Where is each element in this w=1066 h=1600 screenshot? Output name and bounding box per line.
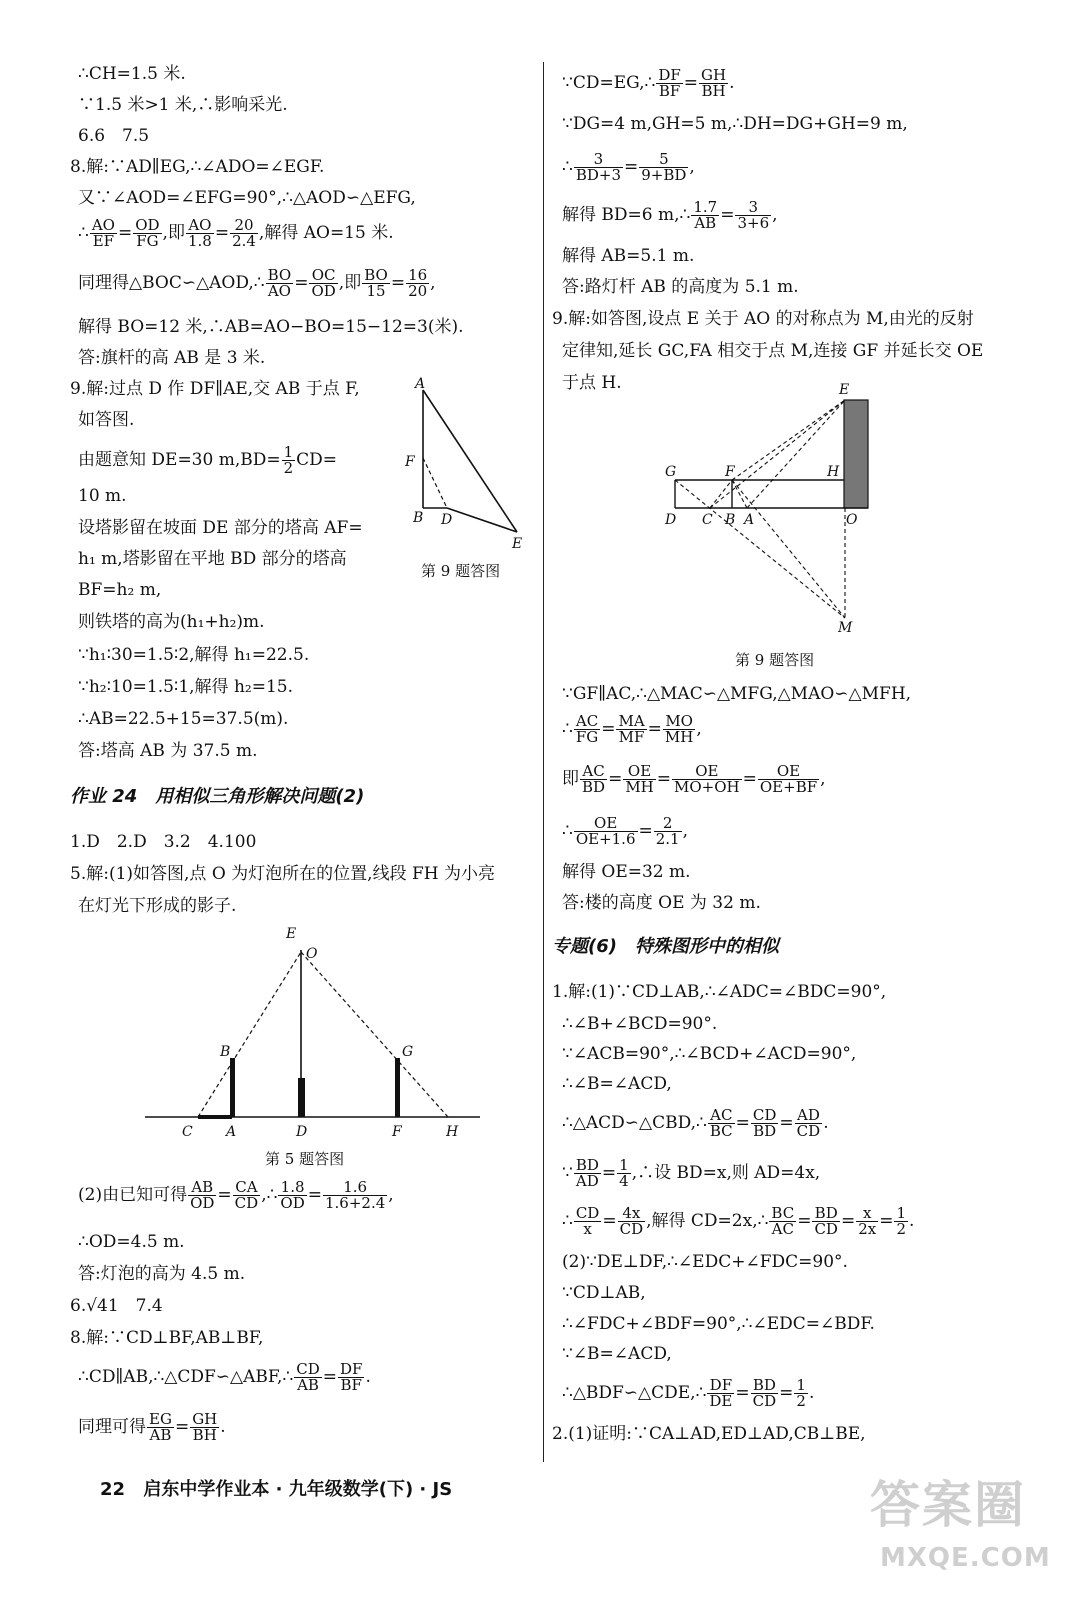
page-footer xyxy=(100,1475,452,1501)
fraction: $\frac{1.6}{1.6+2.4}$ xyxy=(325,1178,386,1212)
label-G: G xyxy=(402,1044,414,1060)
text-line: (2)∵DE⊥DF,∴∠EDC+∠FDC=90°. xyxy=(562,1252,848,1272)
reflection-diagram xyxy=(655,380,885,675)
text-line: 解得 BO=12 米,∴AB=AO−BO=15−12=3(米). xyxy=(78,317,464,337)
lamp-diagram xyxy=(140,920,490,1170)
text-line: ∵h₂∶10=1.5∶1,解得 h₂=15. xyxy=(78,677,294,697)
text-line: 解得 OE=32 m. xyxy=(562,862,691,882)
text-line: 又∵∠AOD=∠EFG=90°,∴△AOD∽△EFG, xyxy=(78,188,416,208)
equation-line: ∵ $\frac{BD}{AD}$ = $\frac{1}{4}$ ,∴设 BD=x,则 AD=4x, xyxy=(562,1156,821,1190)
text-line: 解得 AB=5.1 m. xyxy=(562,246,695,266)
text-line: 6.√41 7.4 xyxy=(70,1296,163,1316)
label-O: O xyxy=(306,946,318,962)
equation-line: 解得 BD=6 m,∴ $\frac{1.7}{AB}$ = $\frac{3}{3+6}$ , xyxy=(562,198,778,232)
text-line: BF=h₂ m, xyxy=(78,580,162,600)
text-line: 6.6 7.5 xyxy=(78,126,150,146)
fraction: $\frac{AB}{OD}$ xyxy=(190,1178,215,1212)
text-line: 答:路灯杆 AB 的高度为 5.1 m. xyxy=(562,277,799,297)
watermark-logo xyxy=(870,1465,1050,1585)
equation-line: 同理得△BOC∽△AOD,∴ $\frac{BO}{AO}$ = $\frac{OC}{OD}$ ,即 $\frac{BO}{15}$ = $\frac{16}{20}$ , xyxy=(78,266,436,300)
fraction: $\frac{AO}{EF}$ xyxy=(91,216,115,250)
label-C: C xyxy=(702,512,713,528)
label-F: F xyxy=(405,454,415,470)
fraction: $\frac{OE}{MO+OH}$ xyxy=(674,762,740,796)
text-line: ∵CD⊥AB, xyxy=(562,1283,646,1303)
label-D: D xyxy=(441,512,453,528)
label-H: H xyxy=(446,1124,459,1140)
fraction: $\frac{GH}{BH}$ xyxy=(192,1410,218,1444)
fraction: $\frac{AD}{CD}$ xyxy=(796,1106,821,1140)
fraction: $\frac{3}{3+6}$ xyxy=(737,198,770,232)
watermark-text: 答案圈 xyxy=(870,1476,1026,1534)
label-B: B xyxy=(413,510,424,526)
equation-line: ∴△ACD∽△CBD,∴ $\frac{AC}{BC}$ = $\frac{CD}{BD}$ = $\frac{AD}{CD}$ . xyxy=(562,1106,829,1140)
fraction: $\frac{MA}{MF}$ xyxy=(618,712,645,746)
text-line: ∵DG=4 m,GH=5 m,∴DH=DG+GH=9 m, xyxy=(562,114,908,134)
text-line: ∴∠B=∠ACD, xyxy=(562,1074,672,1094)
fraction: $\frac{1}{2}$ xyxy=(896,1204,907,1238)
fraction: $\frac{BD}{CD}$ xyxy=(814,1204,838,1238)
text-line: 1.解:(1)∵CD⊥AB,∴∠ADC=∠BDC=90°, xyxy=(552,982,887,1002)
text-line: ∴∠FDC+∠BDF=90°,∴∠EDC=∠BDF. xyxy=(562,1314,875,1334)
fraction: $\frac{DF}{DE}$ xyxy=(709,1376,733,1410)
label-O: O xyxy=(846,512,858,528)
fraction: $\frac{2}{2.1}$ xyxy=(655,814,680,848)
text-line: 8.解:∵CD⊥BF,AB⊥BF, xyxy=(70,1328,264,1348)
text-line: ∴∠B+∠BCD=90°. xyxy=(562,1014,718,1034)
label-E: E xyxy=(512,536,523,552)
equation-line: ∴CD∥AB,∴△CDF∽△ABF,∴ $\frac{CD}{AB}$ = $\frac{DF}{BF}$ . xyxy=(78,1360,371,1394)
text-line: h₁ m,塔影留在平地 BD 部分的塔高 xyxy=(78,549,347,569)
label-A: A xyxy=(744,512,755,528)
column-divider xyxy=(543,62,544,1462)
fraction: $\frac{GH}{BH}$ xyxy=(701,66,727,100)
equation-line: 同理可得 $\frac{EG}{AB}$ = $\frac{GH}{BH}$ . xyxy=(78,1410,226,1444)
fraction: $\frac{20}{2.4}$ xyxy=(232,216,256,250)
fraction: $\frac{1}{2}$ xyxy=(796,1376,806,1410)
text-line: 答:灯泡的高为 4.5 m. xyxy=(78,1264,246,1284)
text-line: 8.解:∵AD∥EG,∴∠ADO=∠EGF. xyxy=(70,157,325,177)
fraction: $\frac{CD}{BD}$ xyxy=(752,1106,777,1140)
label-M: M xyxy=(838,620,853,636)
text-line: 答:旗杆的高 AB 是 3 米. xyxy=(78,348,266,368)
text-line: 在灯光下形成的影子. xyxy=(78,896,237,916)
equation-line: ∴ $\frac{3}{BD+3}$ = $\frac{5}{9+BD}$ , xyxy=(562,150,695,184)
fraction: $\frac{OC}{OD}$ xyxy=(311,266,336,300)
equation-line: 由题意知 DE=30 m,BD= $\frac{1}{2}$ CD= xyxy=(78,443,338,477)
fraction: $\frac{BC}{AC}$ xyxy=(771,1204,795,1238)
text-line: 定律知,延长 GC,FA 相交于点 M,连接 GF 并延长交 OE xyxy=(562,341,984,361)
label-B: B xyxy=(220,1044,231,1060)
fraction: $\frac{BD}{CD}$ xyxy=(752,1376,777,1410)
label-B: B xyxy=(725,512,736,528)
label-E: E xyxy=(839,382,850,398)
fraction: $\frac{CD}{x}$ xyxy=(575,1204,600,1238)
label-F: F xyxy=(725,464,735,480)
equation-line: ∴ $\frac{OE}{OE+1.6}$ = $\frac{2}{2.1}$ , xyxy=(562,814,689,848)
fraction: $\frac{1.8}{OD}$ xyxy=(280,1178,305,1212)
fraction: $\frac{CA}{CD}$ xyxy=(234,1178,259,1212)
label-C: C xyxy=(182,1124,193,1140)
fraction: $\frac{AC}{BC}$ xyxy=(709,1106,733,1140)
text-line: 5.解:(1)如答图,点 O 为灯泡所在的位置,线段 FH 为小亮 xyxy=(70,864,496,884)
text-line: 10 m. xyxy=(78,486,127,506)
section-heading: 专题(6) 特殊图形中的相似 xyxy=(552,936,779,957)
figure-caption: 第 9 题答图 xyxy=(421,562,501,580)
text-line: ∵h₁∶30=1.5∶2,解得 h₁=22.5. xyxy=(78,645,310,665)
fraction: $\frac{5}{9+BD}$ xyxy=(641,150,687,184)
fraction: $\frac{OE}{OE+BF}$ xyxy=(759,762,818,796)
text-line: ∴AB=22.5+15=37.5(m). xyxy=(78,709,289,729)
fraction: $\frac{BD}{AD}$ xyxy=(575,1156,599,1190)
text-line: 2.(1)证明:∵CA⊥AD,ED⊥AD,CB⊥BE, xyxy=(552,1424,866,1444)
fraction: $\frac{OE}{MH}$ xyxy=(625,762,654,796)
fraction: $\frac{OE}{OE+1.6}$ xyxy=(575,814,636,848)
label-D: D xyxy=(665,512,677,528)
text-line: 答:楼的高度 OE 为 32 m. xyxy=(562,893,761,913)
equation-line: ∴ $\frac{CD}{x}$ = $\frac{4x}{CD}$ ,解得 CD=2x,∴ $\frac{BC}{AC}$ = $\frac{BD}{CD}$ = $\frac{x}{2x}$ = $\frac{1}{2}$ . xyxy=(562,1204,915,1238)
page-number: 22 xyxy=(100,1479,126,1500)
text-line: 如答图. xyxy=(78,410,135,430)
label-H: H xyxy=(827,464,840,480)
text-line: 9.解:如答图,设点 E 关于 AO 的对称点为 M,由光的反射 xyxy=(552,309,974,329)
text-line: 于点 H. xyxy=(562,373,622,393)
fraction: $\frac{16}{20}$ xyxy=(408,266,428,300)
fraction: $\frac{1}{4}$ xyxy=(619,1156,629,1190)
figure-caption: 第 5 题答图 xyxy=(265,1150,345,1168)
label-A: A xyxy=(415,376,426,392)
fraction: $\frac{AC}{BD}$ xyxy=(582,762,606,796)
text-line: ∵∠ACB=90°,∴∠BCD+∠ACD=90°, xyxy=(562,1044,857,1064)
label-D: D xyxy=(296,1124,308,1140)
equation-line: (2)由已知可得 $\frac{AB}{OD}$ = $\frac{CA}{CD}$ ,∴ $\frac{1.8}{OD}$ = $\frac{1.6}{1.6+2.4}$ , xyxy=(78,1178,394,1212)
label-F: F xyxy=(392,1124,402,1140)
fraction: $\frac{1}{2}$ xyxy=(283,443,294,477)
text-line: ∵GF∥AC,∴△MAC∽△MFG,△MAO∽△MFH, xyxy=(562,684,912,704)
fraction: $\frac{EG}{AB}$ xyxy=(149,1410,172,1444)
fraction: $\frac{MO}{MH}$ xyxy=(664,712,694,746)
equation-line: ∴△BDF∽△CDE,∴ $\frac{DF}{DE}$ = $\frac{BD}{CD}$ = $\frac{1}{2}$ . xyxy=(562,1376,815,1410)
fraction: $\frac{AO}{1.8}$ xyxy=(187,216,212,250)
text-line: 设塔影留在坡面 DE 部分的塔高 AF= xyxy=(78,518,363,538)
text-line: 1.D 2.D 3.2 4.100 xyxy=(70,832,257,852)
text-line: ∵1.5 米>1 米,∴影响采光. xyxy=(78,95,288,115)
fraction: $\frac{3}{BD+3}$ xyxy=(575,150,621,184)
section-heading: 作业 24 用相似三角形解决问题(2) xyxy=(70,786,365,807)
equation-line: ∴ $\frac{AO}{EF}$ = $\frac{OD}{FG}$ ,即 $\frac{AO}{1.8}$ = $\frac{20}{2.4}$ ,解得 AO=15 米. xyxy=(78,216,394,250)
fraction: $\frac{4x}{CD}$ xyxy=(619,1204,644,1238)
book-title: 启东中学作业本 · 九年级数学(下) · JS xyxy=(143,1479,453,1500)
equation-line: 即 $\frac{AC}{BD}$ = $\frac{OE}{MH}$ = $\frac{OE}{MO+OH}$ = $\frac{OE}{OE+BF}$ , xyxy=(562,762,826,796)
text-line: 9.解:过点 D 作 DF∥AE,交 AB 于点 F, xyxy=(70,379,360,399)
equation-line: ∴ $\frac{AC}{FG}$ = $\frac{MA}{MF}$ = $\frac{MO}{MH}$ , xyxy=(562,712,702,746)
label-E: E xyxy=(286,926,297,942)
fraction: $\frac{1.7}{AB}$ xyxy=(693,198,718,232)
equation-line: ∵CD=EG,∴ $\frac{DF}{BF}$ = $\frac{GH}{BH}$ . xyxy=(562,66,735,100)
figure-caption: 第 9 题答图 xyxy=(735,651,815,669)
fraction: $\frac{CD}{AB}$ xyxy=(296,1360,320,1394)
text-line: 则铁塔的高为(h₁+h₂)m. xyxy=(78,612,265,632)
fraction: $\frac{AC}{FG}$ xyxy=(575,712,599,746)
text-line: ∵∠B=∠ACD, xyxy=(562,1344,672,1364)
label-G: G xyxy=(665,464,677,480)
fraction: $\frac{OD}{FG}$ xyxy=(135,216,160,250)
text-line: ∴CH=1.5 米. xyxy=(78,64,186,84)
fraction: $\frac{BO}{AO}$ xyxy=(267,266,292,300)
label-A: A xyxy=(226,1124,237,1140)
text-line: ∴OD=4.5 m. xyxy=(78,1232,185,1252)
fraction: $\frac{DF}{BF}$ xyxy=(658,66,681,100)
watermark-url: MXQE.COM xyxy=(880,1543,1051,1573)
text-line: 答:塔高 AB 为 37.5 m. xyxy=(78,741,258,761)
tower-diagram xyxy=(395,370,535,585)
fraction: $\frac{BO}{15}$ xyxy=(364,266,388,300)
fraction: $\frac{x}{2x}$ xyxy=(858,1204,877,1238)
fraction: $\frac{DF}{BF}$ xyxy=(340,1360,363,1394)
